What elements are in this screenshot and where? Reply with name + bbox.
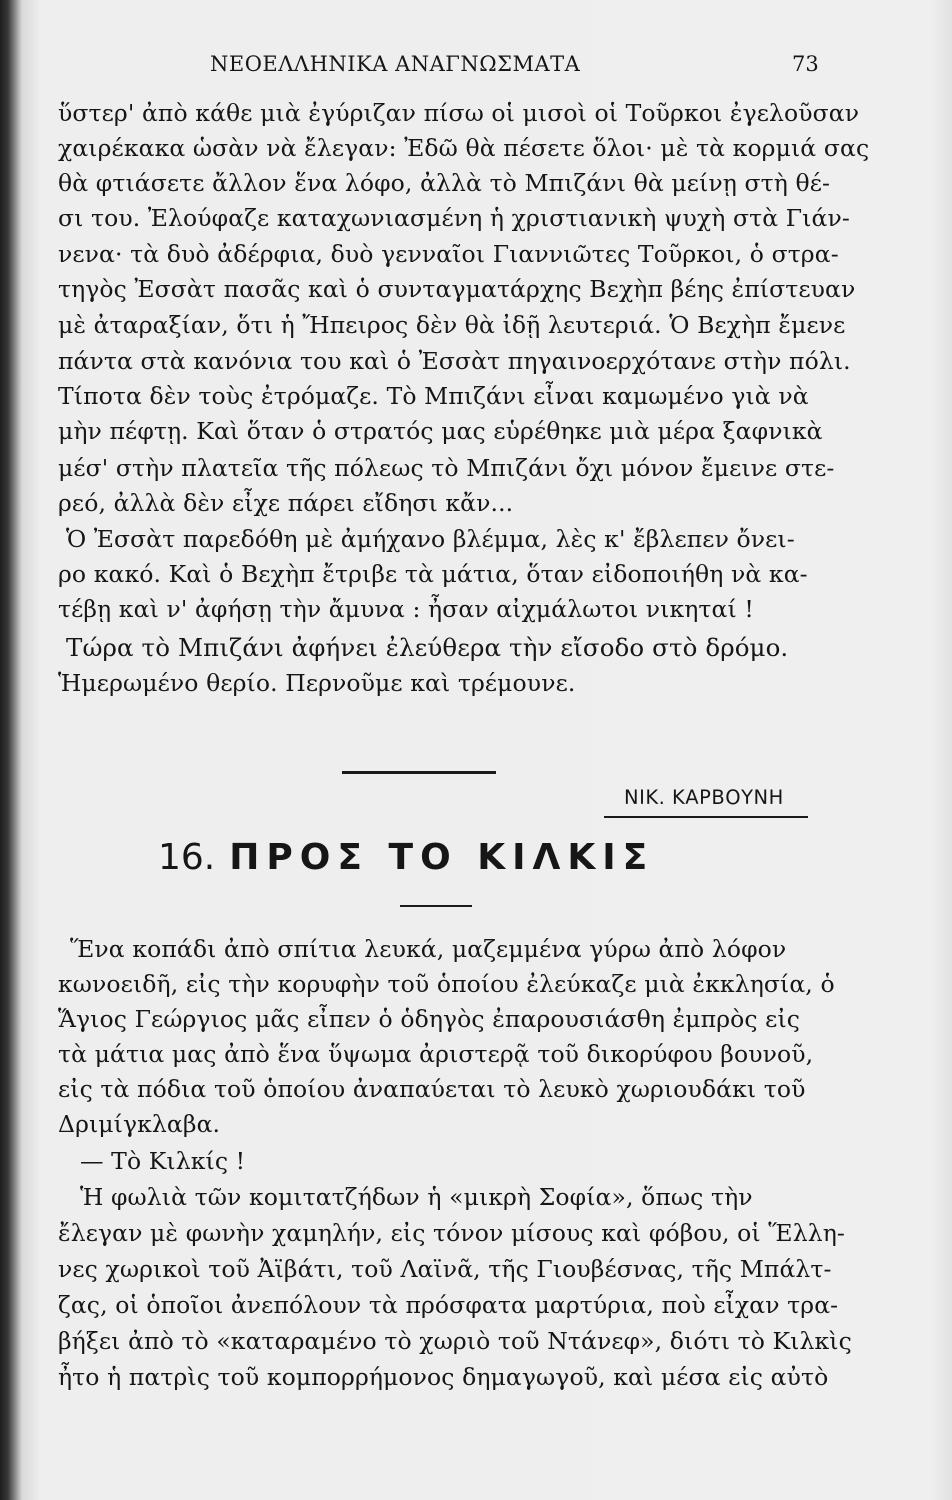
- text-line: ἦτο ἡ πατρὶς τοῦ κομπορρήμονος δημαγωγοῦ, καὶ μέσα εἰς αὐτὸ: [58, 1363, 829, 1391]
- text-line: τὰ μάτια μας ἀπὸ ἕνα ὕψωμα ἀριστερᾷ τοῦ δικορύφου βουνοῦ,: [58, 1040, 814, 1068]
- text-line: Ἕνα κοπάδι ἀπὸ σπίτια λευκά, μαζεμμένα γύρω ἀπὸ λόφον: [70, 935, 787, 963]
- text-line: μὲ ἀταραξίαν, ὅτι ἡ Ἤπειρος δὲν θὰ ἰδῇ λευτεριά. Ὁ Βεχὴπ ἔμενε: [58, 311, 846, 339]
- text-line: τέβῃ καὶ ν' ἀφήσῃ τὴν ἄμυνα : ἦσαν αἰχμάλωτοι νικηταί !: [58, 595, 754, 623]
- text-line: Δριμίγκλαβα.: [58, 1110, 221, 1138]
- heading-rule: [400, 905, 472, 907]
- text-line: ζας, οἱ ὁποῖοι ἀνεπόλουν τὰ πρόσφατα μαρτύρια, ποὺ εἶχαν τρα-: [58, 1291, 839, 1319]
- text-line: νενα· τὰ δυὸ ἀδέρφια, δυὸ γενναῖοι Γιαννιῶτες Τοῦρκοι, ὁ στρα-: [58, 240, 839, 268]
- running-head: ΝΕΟΕΛΛΗΝΙΚΑ ΑΝΑΓΝΩΣΜΑΤΑ: [210, 52, 581, 76]
- text-line: ἔλεγαν μὲ φωνὴν χαμηλήν, εἰς τόνον μίσους καὶ φόβου, οἱ Ἕλλη-: [58, 1219, 845, 1247]
- text-line: ρεό, ἀλλὰ δὲν εἶχε πάρει εἴδησι κἄν...: [58, 489, 514, 517]
- text-line: Ἡ φωλιὰ τῶν κομιτατζήδων ἡ «μικρὴ Σοφία», ὅπως τὴν: [80, 1183, 753, 1211]
- text-line: Ὁ Ἐσσὰτ παρεδόθη μὲ ἀμήχανο βλέμμα, λὲς κ' ἔβλεπεν ὄνει-: [66, 525, 795, 553]
- text-line: μὴν πέφτῃ. Καὶ ὅταν ὁ στρατός μας εὑρέθηκε μιὰ μέρα ξαφνικὰ: [58, 417, 823, 445]
- text-line: — Τὸ Κιλκίς !: [80, 1147, 246, 1175]
- text-line: ρο κακό. Καὶ ὁ Βεχὴπ ἔτριβε τὰ μάτια, ὅταν εἰδοποιήθη νὰ κα-: [58, 560, 808, 588]
- author-signature: ΝΙΚ. ΚΑΡΒΟΥΝΗ: [624, 786, 784, 809]
- section-title: ΠΡΟΣ ΤΟ ΚΙΛΚΙΣ: [229, 837, 655, 878]
- text-line: Ἡμερωμένο θερίο. Περνοῦμε καὶ τρέμουνε.: [58, 669, 576, 697]
- signature-underline: [604, 816, 808, 818]
- page-number: 73: [792, 52, 819, 76]
- text-line: μέσ' στὴν πλατεῖα τῆς πόλεως τὸ Μπιζάνι ὄχι μόνον ἔμεινε στε-: [58, 454, 835, 482]
- text-line: τηγὸς Ἐσσὰτ πασᾶς καὶ ὁ συνταγματάρχης Βεχὴπ βέης ἐπίστευαν: [58, 275, 856, 303]
- text-line: εἰς τὰ πόδια τοῦ ὁποίου ἀναπαύεται τὸ λευκὸ χωριουδάκι τοῦ: [58, 1075, 806, 1103]
- text-line: Ἅγιος Γεώργιος μᾶς εἶπεν ὁ ὁδηγὸς ἐπαρουσιάσθη ἐμπρὸς εἰς: [58, 1005, 801, 1033]
- text-line: βήξει ἀπὸ τὸ «καταραμένο τὸ χωριὸ τοῦ Ντάνεφ», διότι τὸ Κιλκὶς: [58, 1327, 852, 1355]
- text-line: ὕστερ' ἀπὸ κάθε μιὰ ἐγύριζαν πίσω οἱ μισοὶ οἱ Τοῦρκοι ἐγελοῦσαν: [58, 99, 860, 127]
- text-line: κωνοειδῆ, εἰς τὴν κορυφὴν τοῦ ὁποίου ἐλεύκαζε μιὰ ἐκκλησία, ὁ: [58, 970, 835, 998]
- text-line: Τίποτα δὲν τοὺς ἐτρόμαζε. Τὸ Μπιζάνι εἶναι καμωμένο γιὰ νὰ: [58, 382, 809, 410]
- text-line: θὰ φτιάσετε ἄλλον ἕνα λόφο, ἀλλὰ τὸ Μπιζάνι θὰ μείνῃ στὴ θέ-: [58, 169, 831, 197]
- text-line: σι του. Ἐλούφαζε καταχωνιασμένη ἡ χριστιανικὴ ψυχὴ στὰ Γιάν-: [58, 204, 850, 232]
- section-number: 16.: [158, 837, 216, 878]
- text-line: χαιρέκακα ὡσὰν νὰ ἔλεγαν: Ἐδῶ θὰ πέσετε ὅλοι· μὲ τὰ κορμιά σας: [58, 134, 870, 162]
- section-heading: [158, 828, 654, 888]
- text-line: Τώρα τὸ Μπιζάνι ἀφήνει ἐλεύθερα τὴν εἴσοδο στὸ δρόμο.: [66, 633, 789, 662]
- page-header: [0, 50, 952, 82]
- separator-rule: [342, 771, 496, 774]
- text-line: πάντα στὰ κανόνια του καὶ ὁ Ἐσσὰτ πηγαινοερχότανε στὴν πόλι.: [58, 347, 851, 375]
- text-line: νες χωρικοὶ τοῦ Ἀϊβάτι, τοῦ Λαϊνᾶ, τῆς Γιουβέσνας, τῆς Μπάλτ-: [58, 1255, 832, 1283]
